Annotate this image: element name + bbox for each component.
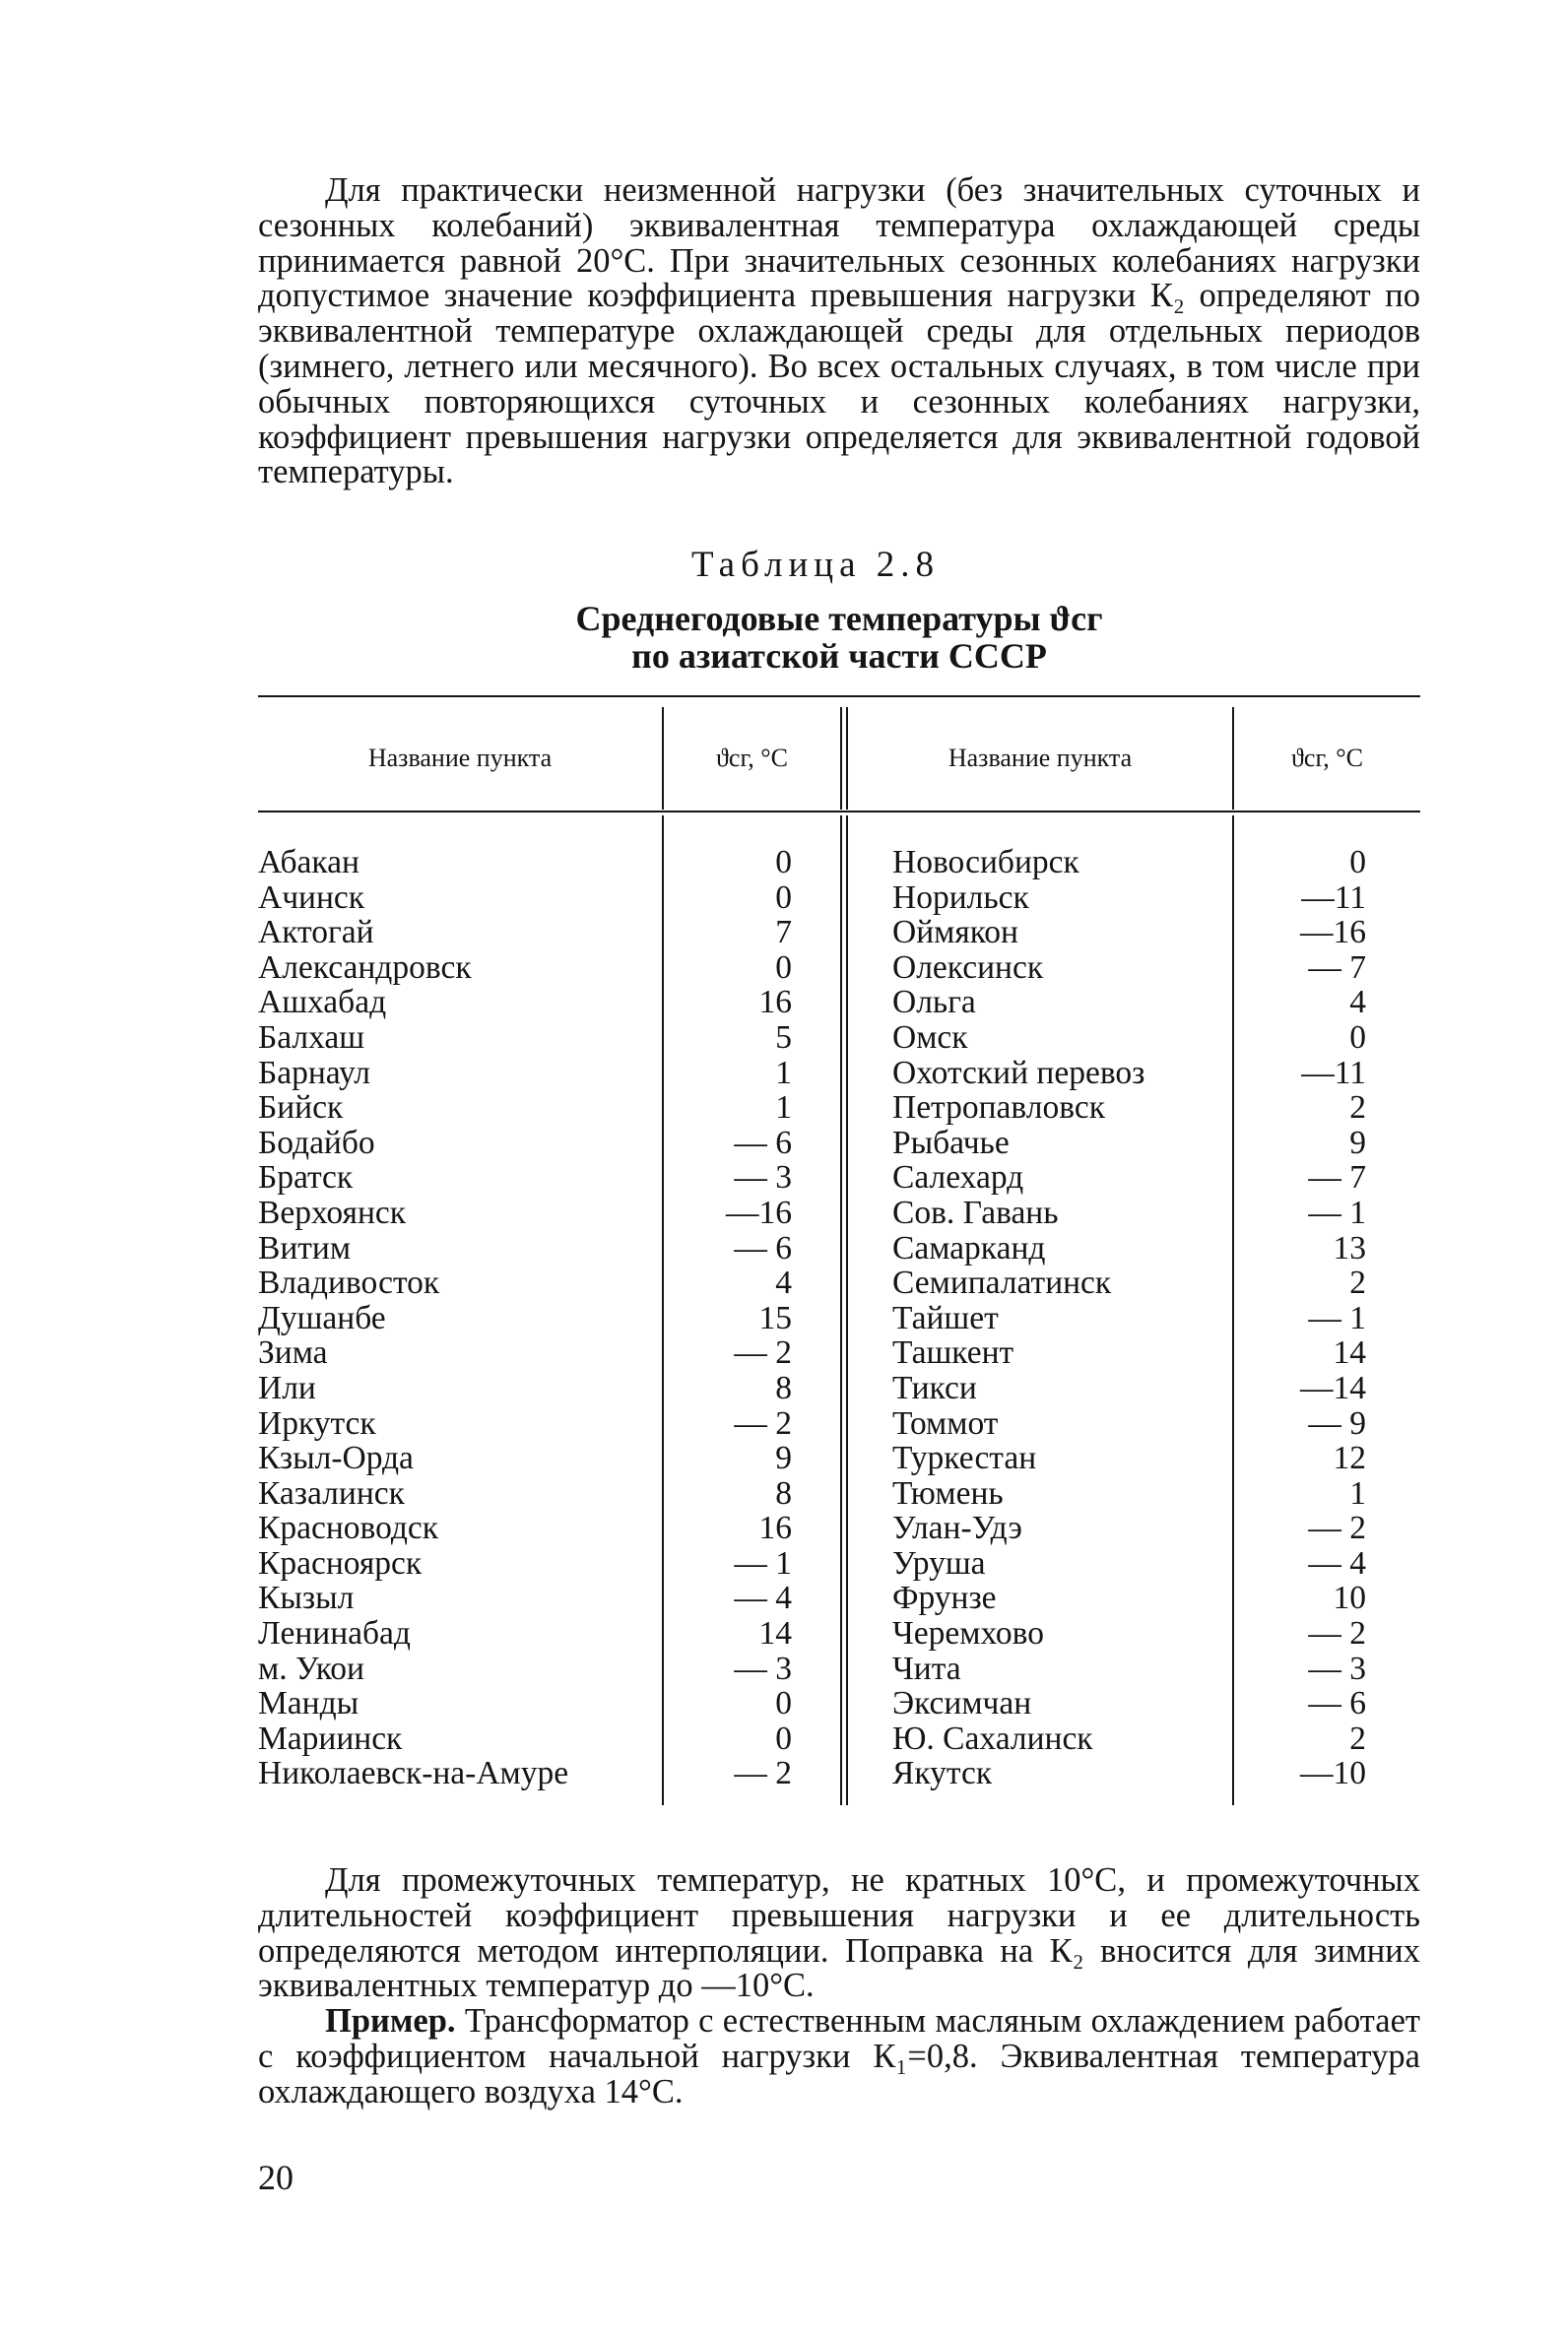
right-row-name-23: Черемхово [892,1615,1045,1653]
right-row-temp-16: —14 [1300,1369,1366,1406]
left-row-temp-26: 0 [775,1720,792,1757]
page-number: 20 [258,2158,294,2197]
table-title-line2: по азиатской части СССР [631,636,1047,676]
left-row-name-13: Владивосток [258,1265,440,1302]
left-row-temp-8: 1 [775,1089,792,1127]
table-caption: Таблица 2.8 [691,545,940,585]
right-row-temp-7: —11 [1301,1054,1366,1091]
header-temp-left: ϑсг, °С [716,744,788,772]
left-row-name-25: Манды [258,1685,359,1722]
left-row-name-18: Кзыл-Орда [258,1440,414,1477]
right-row-name-25: Эксимчан [892,1685,1032,1722]
left-row-temp-10: — 3 [734,1159,792,1197]
right-row-name-17: Томмот [892,1404,999,1442]
right-row-temp-11: — 1 [1308,1194,1366,1231]
example-paragraph [258,2004,1420,2110]
right-row-temp-18: 12 [1333,1440,1366,1477]
left-row-name-5: Ашхабад [258,984,387,1021]
left-row-name-10: Братск [258,1159,354,1197]
intro-paragraph [258,173,1420,490]
left-row-name-15: Зима [258,1334,328,1372]
left-row-temp-9: — 6 [734,1124,792,1161]
right-row-name-15: Ташкент [892,1334,1014,1372]
right-row-temp-21: — 4 [1308,1544,1366,1582]
right-row-name-2: Норильск [892,878,1029,916]
left-row-name-14: Душанбе [258,1299,386,1336]
left-names-column [258,845,657,1791]
right-row-name-4: Олексинск [892,948,1044,986]
left-row-temp-6: 5 [775,1018,792,1056]
left-row-temp-24: — 3 [734,1650,792,1687]
left-row-name-22: Кызыл [258,1580,355,1617]
left-row-temp-11: —16 [726,1194,792,1231]
left-row-name-1: Абакан [258,844,359,880]
example-label: Пример. [325,2002,456,2040]
header-name-left: Название пункта [367,744,553,772]
right-row-name-13: Семипалатинск [892,1265,1112,1302]
right-row-temp-23: — 2 [1308,1615,1366,1653]
divider-body-2a [840,815,842,1805]
left-row-temp-2: 0 [775,878,792,916]
right-row-name-22: Фрунзе [892,1580,997,1617]
left-row-temp-3: 7 [775,914,792,951]
divider-body-2b [846,815,848,1805]
left-row-temp-15: — 2 [734,1334,792,1372]
header-temp-right: ϑсг, °С [1291,744,1363,772]
left-row-temp-13: 4 [775,1265,792,1302]
left-row-temp-7: 1 [775,1054,792,1091]
table-top-rule [258,695,1420,697]
right-row-name-16: Тикси [892,1369,977,1406]
intro-paragraph-text: Для практически неизменной нагрузки (без значительных суточных и сезонных колебаний) эквивалентная температура охлаждающей среды принимается равной 20°С. При значительных сезонных колебаниях нагрузки допустимое значение коэффициента превышения нагрузки К₂ определяют по эквивалентной температуре охлаждающей среды для отдельных периодов (зимнего, летнего или месячного). Во всех остальных случаях, в том числе при обычных повторяющихся суточных и сезонных колебаниях нагрузки, коэффициент превышения нагрузки определяется для эквивалентной годовой температуры. [258,171,1420,491]
right-row-name-11: Сов. Гавань [892,1194,1059,1231]
right-row-name-3: Оймякон [892,914,1018,951]
right-row-temp-25: — 6 [1308,1685,1366,1722]
right-row-temp-24: — 3 [1308,1650,1366,1687]
right-row-name-26: Ю. Сахалинск [892,1720,1093,1757]
left-row-temp-22: — 4 [734,1580,792,1617]
right-temps-column [1234,845,1366,1791]
right-row-temp-1: 0 [1349,844,1366,880]
left-row-name-21: Красноярск [258,1544,423,1582]
left-row-name-20: Красноводск [258,1510,439,1547]
left-row-name-24: м. Укои [258,1650,364,1687]
left-row-temp-23: 14 [758,1615,792,1653]
left-row-name-8: Бийск [258,1089,344,1127]
right-row-temp-26: 2 [1349,1720,1366,1757]
example-text: Трансформатор с естественным масляным охлаждением работает с коэффициентом начальной нагрузки К₁=0,8. Эквивалентная температура охлаждающего воздуха 14°С. [258,2002,1420,2111]
right-row-name-19: Тюмень [892,1474,1004,1512]
left-row-temp-21: — 1 [734,1544,792,1582]
header-name-right: Название пункта [947,744,1133,772]
right-row-temp-19: 1 [1349,1474,1366,1512]
left-row-temp-27: — 2 [734,1755,792,1792]
right-row-name-24: Чита [892,1650,961,1687]
left-row-name-2: Ачинск [258,878,365,916]
left-row-temp-19: 8 [775,1474,792,1512]
left-row-name-16: Или [258,1369,316,1406]
divider-header-2a [840,707,842,810]
table-title-line1: Среднегодовые температуры ϑсг [575,599,1103,638]
right-row-name-20: Улан-Удэ [892,1510,1022,1547]
right-row-name-14: Тайшет [892,1299,999,1336]
right-row-temp-10: — 7 [1308,1159,1366,1197]
left-row-temp-4: 0 [775,948,792,986]
right-row-temp-22: 10 [1333,1580,1366,1617]
table-header-rule [258,811,1420,812]
left-row-temp-5: 16 [758,984,792,1021]
right-row-name-6: Омск [892,1018,968,1056]
right-row-name-27: Якутск [892,1755,993,1792]
right-row-name-1: Новосибирск [892,844,1079,880]
interpolation-paragraph-text: Для промежуточных температур, не кратных 10°С, и промежуточных длительностей коэффициент превышения нагрузки и ее длительность определяются методом интерполяции. Поправка на К₂ вносится для зимних эквивалентных температур до —10°С. [258,1861,1420,2005]
left-row-name-17: Иркутск [258,1404,376,1442]
left-row-temp-18: 9 [775,1440,792,1477]
right-row-name-10: Салехард [892,1159,1024,1197]
right-row-temp-15: 14 [1333,1334,1366,1372]
left-row-name-19: Казалинск [258,1474,405,1512]
left-row-name-26: Мариинск [258,1720,403,1757]
left-row-name-6: Балхаш [258,1018,365,1056]
right-row-temp-9: 9 [1349,1124,1366,1161]
left-row-name-12: Витим [258,1229,352,1266]
right-names-column [892,845,1229,1791]
left-row-name-11: Верхоянск [258,1194,407,1231]
left-row-name-3: Актогай [258,914,374,951]
left-row-temp-14: 15 [758,1299,792,1336]
left-row-name-4: Александровск [258,948,472,986]
left-row-temp-12: — 6 [734,1229,792,1266]
right-row-name-21: Уруша [892,1544,986,1582]
right-row-temp-2: —11 [1301,878,1366,916]
interpolation-paragraph [258,1863,1420,2004]
right-row-temp-12: 13 [1333,1229,1366,1266]
right-row-name-7: Охотский перевоз [892,1054,1145,1091]
right-row-temp-20: — 2 [1308,1510,1366,1547]
left-temps-column [664,845,792,1791]
left-row-name-23: Ленинабад [258,1615,411,1653]
right-row-temp-6: 0 [1349,1018,1366,1056]
right-row-temp-27: —10 [1300,1755,1366,1792]
right-row-temp-17: — 9 [1308,1404,1366,1442]
left-row-temp-20: 16 [758,1510,792,1547]
left-row-temp-1: 0 [775,844,792,880]
left-row-name-7: Барнаул [258,1054,370,1091]
left-row-name-27: Николаевск-на-Амуре [258,1755,569,1792]
right-row-temp-13: 2 [1349,1265,1366,1302]
right-row-name-18: Туркестан [892,1440,1037,1477]
right-row-name-12: Самарканд [892,1229,1046,1266]
left-row-temp-17: — 2 [734,1404,792,1442]
left-row-temp-25: 0 [775,1685,792,1722]
left-row-name-9: Бодайбо [258,1124,375,1161]
right-row-temp-14: — 1 [1308,1299,1366,1336]
right-row-temp-8: 2 [1349,1089,1366,1127]
right-row-name-5: Ольга [892,984,976,1021]
right-row-temp-4: — 7 [1308,948,1366,986]
right-row-name-9: Рыбачье [892,1124,1010,1161]
left-row-temp-16: 8 [775,1369,792,1406]
right-row-temp-3: —16 [1300,914,1366,951]
right-row-temp-5: 4 [1349,984,1366,1021]
right-row-name-8: Петропавловск [892,1089,1106,1127]
